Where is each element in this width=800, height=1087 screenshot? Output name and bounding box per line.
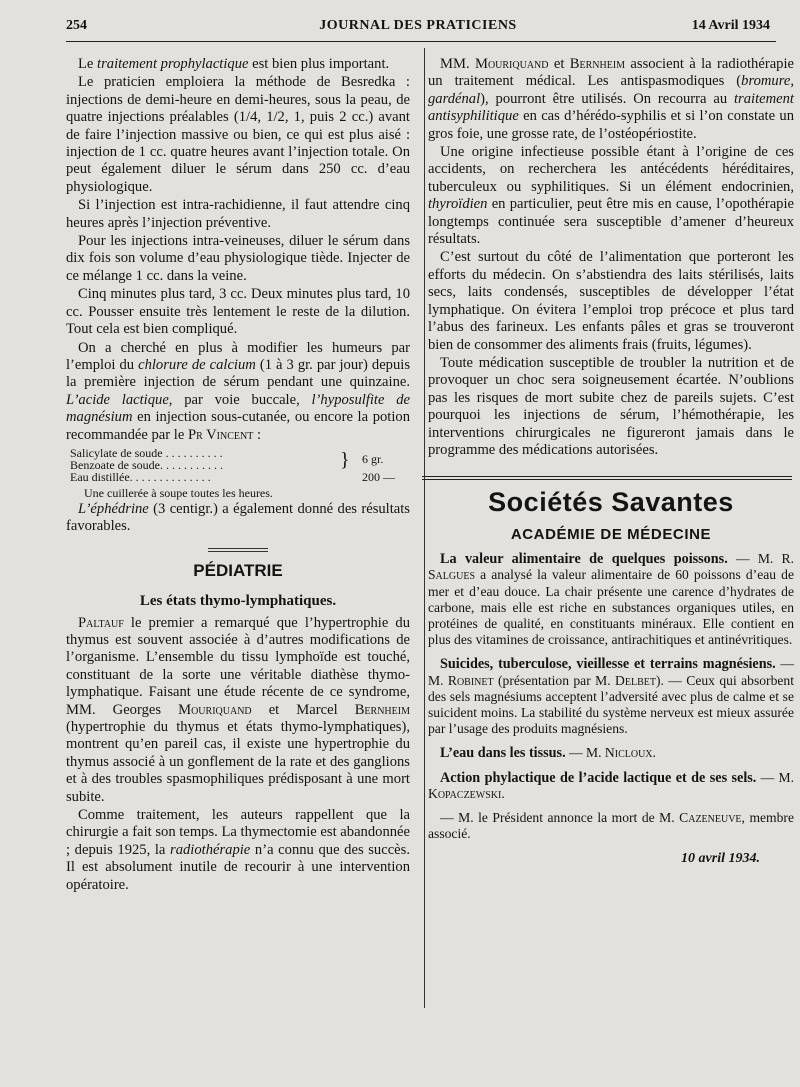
journal-title: JOURNAL DES PRATICIENS: [319, 18, 517, 33]
author-name: Nicloux: [604, 745, 653, 761]
recipe-line: Benzoate de soude. . . . . . . . . . .: [70, 457, 223, 472]
recipe-line: Salicylate de soude . . . . . . . . . .: [70, 445, 223, 460]
text: — M. R.: [727, 551, 794, 567]
author-name: Kopaczewski: [428, 785, 502, 801]
news-item: [428, 656, 794, 737]
news-item: [428, 551, 794, 648]
section-title: PÉDIATRIE: [193, 560, 283, 580]
text: On a cherché en plus à modifier les humeurs par l’emploi du: [66, 339, 410, 373]
emphasis: chlorure de calcium: [138, 356, 256, 373]
text: — M.: [756, 769, 794, 785]
emphasis: bromure, gardénal: [428, 73, 794, 107]
recipe-line: Eau distillée. . . . . . . . . . . . . .: [70, 469, 211, 484]
text: et: [548, 56, 570, 72]
author-name: Paltauf: [78, 614, 124, 631]
text: par voie buccale,: [172, 391, 312, 408]
paragraph: [428, 56, 794, 143]
news-title: L’eau dans les tissus.: [440, 745, 566, 762]
paragraph: [66, 340, 410, 444]
emphasis: L’acide lactique,: [66, 391, 173, 408]
text: n’a connu que des succès. Il est absolument inutile de recourir à une intervention opératoire.: [66, 841, 410, 893]
left-column: [66, 56, 410, 895]
text: ), pourront être utilisés. On recourra au: [480, 90, 734, 107]
paragraph: [66, 807, 410, 894]
emphasis: traitement prophylactique: [97, 56, 249, 72]
emphasis: thyroïdien: [428, 196, 488, 213]
author-name: Mouriquand: [474, 56, 549, 72]
paragraph: [428, 144, 794, 248]
page-header: [66, 18, 770, 40]
paragraph: Si l’injection est intra-rachidienne, il faut attendre cinq heures après l’injection préventive.: [66, 197, 410, 231]
right-column: [428, 56, 794, 868]
text: (1 à 3 gr. par jour) depuis la première injection de sérum pendant une quinzaine.: [66, 356, 410, 391]
paragraph: Le praticien emploiera la méthode de Besredka : injections de demi-heure en demi-heures, sous la peau, de quatre injections préalables (1/4, 1/2, 1, puis 2 cc.) avant de faire l’injection massive ou bien, ce qui est plus aisé : injection de 1 cc. quatre heures avant l’injection totale. On peut également diluer le sérum dans 250 cc. d’eau physiologique.: [66, 74, 410, 195]
text: Comme traitement, les auteurs rappellent que la chirurgie a fait son temps. La thymectomie est abandonnée ; depuis 1925, la: [66, 807, 410, 858]
text: en particulier, peut être mis en cause, l’opothérapie longtemps continuée sera susceptible d’amener d’heureux résultats.: [428, 196, 794, 248]
issue-date: 14 Avril 1934: [691, 18, 770, 33]
paragraph: Cinq minutes plus tard, 3 cc. Deux minutes plus tard, 10 cc. Pousser ensuite très lentement le reste de la dilution. Tout cela est bien compliqué.: [66, 286, 410, 338]
text: — M. le Président annonce la mort de M.: [440, 810, 680, 825]
text: — M.: [428, 656, 794, 688]
paragraph: [66, 501, 410, 536]
author-name: Delbet: [615, 672, 656, 688]
news-title: Suicides, tuberculose, vieillesse et terrains magnésiens.: [440, 656, 776, 673]
author-name: Bernheim: [354, 701, 410, 718]
news-item: [428, 810, 794, 842]
paragraph: [66, 615, 410, 806]
author-name: Mouriquand: [178, 701, 252, 718]
emphasis: radiothérapie: [170, 841, 251, 858]
text: en injection sous-cutanée, ou encore la potion recommandée par le: [66, 409, 410, 443]
paragraph: [66, 56, 410, 73]
subsection-title: ACADÉMIE DE MÉDECINE: [510, 525, 712, 543]
paragraph: Pour les injections intra-veineuses, diluer le sérum dans dix fois son volume d’eau physiologique tiède. Injecter de ce mélange 1 cc. dans la veine.: [66, 233, 410, 284]
recipe-dose: 200 —: [362, 469, 395, 484]
prescription: [66, 447, 410, 500]
paragraph: Toute médication susceptible de troubler la nutrition et de provoquer un choc sera soigneusement écartée. N’oublions pas les risques de mort subite chez de pareils sujets. C’est pourquoi les injections de sérum, l’hémothérapie, les interventions chirurgicales ne figureront jamais dans le programme des médications autorisées.: [428, 354, 794, 458]
text: a analysé la valeur alimentaire de 60 poissons d’eau de mer et d’eau douce. La chair présente une carence d’hydrates de carbone, mais elle est riche en substances organiques utiles, en protéines de qualité, en constituants minéraux. Elle contient en plus des vitamines de croissance, antirachitiques et antinévritiques.: [428, 567, 794, 648]
text: associent à la radiothérapie un traitement médical. Les antispasmodiques (: [428, 56, 794, 90]
author-name: Bernheim: [569, 56, 626, 72]
column-divider: [424, 48, 425, 1008]
emphasis: l’hyposulfite de magnésium: [66, 391, 410, 426]
text: :: [253, 426, 262, 443]
brace: }: [340, 448, 350, 471]
text: .: [501, 785, 505, 801]
session-date: 10 avril 1934.: [681, 851, 760, 867]
author-name: Salgues: [428, 567, 476, 583]
news-title: La valeur alimentaire de quelques poissons.: [440, 551, 728, 568]
text: est bien plus important.: [248, 56, 390, 72]
recipe-dose: 6 gr.: [362, 451, 384, 466]
text: Le: [78, 56, 98, 72]
header-rule: [66, 41, 776, 42]
text: Une origine infectieuse possible étant à l’origine de ces accidents, on recherchera les antécédents héréditaires, tuberculeux ou syphilitiques. Si un élément endocrinien,: [428, 144, 794, 195]
section-rule: [422, 476, 792, 480]
text: (3 centigr.) a également donné des résultats favorables.: [66, 500, 410, 535]
text: — M.: [565, 745, 605, 761]
recipe-note: Une cuillerée à soupe toutes les heures.: [84, 485, 273, 500]
author-name: Robinet: [447, 672, 494, 688]
news-item: [428, 745, 794, 761]
text: en cas d’hérédo-syphilis et si l’on constate un gros foie, une grosse rate, de l’ostéopériostite.: [428, 108, 794, 142]
author-name: Pr Vincent: [187, 426, 254, 443]
text: ). — Ceux qui absorbent des sels magnésiums acceptent l’adversité avec plus de calme et se suicident moins. La stabilité du système nerveux est mieux assurée par l’usage des produits magnésiens.: [428, 672, 794, 737]
text: (hypertrophie du thymus et états thymo-lymphatiques), montrent qu’en pareil cas, il existe une hypertrophie du thymus associé à un gonflement de la rate et des ganglions et à des troubles spasmophiliques prédisposant à une mort subite.: [66, 719, 410, 805]
text: .: [652, 745, 656, 761]
article-title: Les états thymo-lymphatiques.: [139, 593, 337, 610]
section-rule: [208, 548, 268, 552]
text: MM.: [440, 56, 475, 72]
emphasis: L’éphédrine: [78, 500, 149, 517]
spacer: [428, 460, 794, 476]
author-name: Cazeneuve: [679, 810, 742, 825]
page-number: 254: [66, 18, 87, 33]
news-item: [428, 770, 794, 802]
news-title: Action phylactique de l’acide lactique et de ses sels.: [440, 769, 757, 786]
paragraph: C’est surtout du côté de l’alimentation que porteront les efforts du médecin. On s’abstiendra des laits stérilisés, laits secs, laits condensés, susceptibles de développer l’état lymphatique. On évitera l’emploi trop précoce et plus tard l’abus des farineux. Les enfants pâles et gras se trouveront bien de consommer des aliments frais (fruits, légumes).: [428, 249, 794, 353]
text: (présentation par M.: [493, 672, 616, 688]
text: , membre associé.: [428, 810, 794, 842]
section-title: Sociétés Savantes: [488, 487, 734, 518]
text: le premier a remarqué que l’hypertrophie du thymus est souvent associée à d’autres modifications de l’organisme. L’ensemble du tissu lymphoïde est touché, constituant de la sorte une véritable diathèse thymo-lymphatique. Faisant une étude récente de ce syndrome, MM. Georges: [66, 614, 410, 718]
text: et Marcel: [251, 701, 355, 718]
emphasis: traitement antisyphilitique: [428, 90, 794, 125]
